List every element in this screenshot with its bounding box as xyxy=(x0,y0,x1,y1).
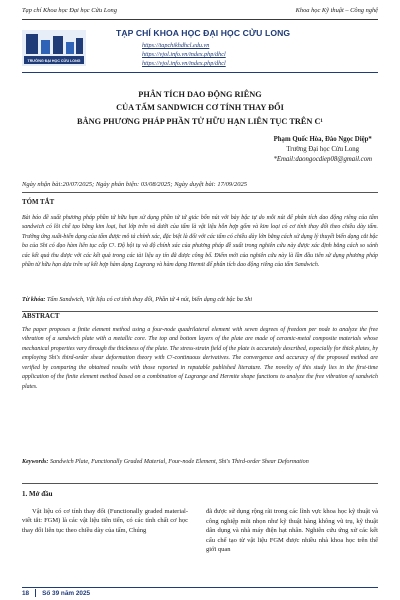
body-paragraph-right: đã được sử dụng rộng rãi trong các lĩnh vực khoa học kỹ thuật và công nghiệp mũi nhọn như kỹ thuật hàng không vũ trụ, kỹ thuật dân dụng và nhà máy điện hạt nhân. Nghiên cứu ứng xử các kết cấu chế tạo từ vật liệu FGM được nhiều nhà khoa học trên thế giới quan xyxy=(206,508,378,554)
author-email: *Email:daongocdiep08@gmail.com xyxy=(273,156,372,163)
running-head-section: Khoa học Kỹ thuật – Công nghệ xyxy=(295,7,378,14)
vjol-link[interactable]: https://vjol.info.vn/index.php/dhcl xyxy=(142,51,226,58)
abstract-vn-heading: TÓM TẮT xyxy=(22,199,55,206)
page-footer xyxy=(22,589,90,597)
dates-divider xyxy=(22,192,378,193)
body-column-left xyxy=(22,490,188,535)
abstract-en-text: The paper proposes a finite element method using a four-node quadrilateral element with seven degrees of freedom per node to analyze the free vibration of a sandwich plate with a metallic core. The top and bottom layers of the plate are made of ceramic-metal composite materials whose mechanical properties vary through the thickness of the plate. The stress-strain field of the plate is accurately described, especially for thick plates, by employing Shi's third-order shear deformation theory with C¹-continuous derivatives. The convergence and accuracy of the proposed method are verified by comparing the obtained results with those reported in reputable published literature. The novelty of this study lies in the first-time application of the finite element method based on a combination of Lagrange and Hermite shape functions to analyze the free vibration of sandwich plates. xyxy=(22,327,378,390)
body-column-right xyxy=(206,507,378,555)
keywords-vn-label: Từ khóa: xyxy=(22,297,46,303)
logo-text: TRƯỜNG ĐẠI HỌC CỬU LONG xyxy=(27,59,81,63)
title-line-2: CỦA TẤM SANDWICH CƠ TÍNH THAY ĐỔI xyxy=(116,103,284,113)
keywords-vn-text: Tấm Sandwich, Vật liệu có cơ tính thay đổi, Phần tử 4 nút, biến dạng cắt bậc ba Shi xyxy=(47,297,253,303)
masthead xyxy=(22,26,378,78)
title-line-3: BẰNG PHƯƠNG PHÁP PHẦN TỬ HỮU HẠN LIÊN TỤC TRÊN C¹ xyxy=(77,116,323,126)
abstract-en-heading: ABSTRACT xyxy=(22,313,60,320)
footer-divider xyxy=(22,587,378,588)
author-affiliation: Trường Đại học Cửu Long xyxy=(286,146,360,153)
footer-separator xyxy=(35,589,36,597)
running-head-divider xyxy=(22,19,378,20)
journal-website-link[interactable]: https://tapchikhdhcl.edu.vn xyxy=(142,42,210,49)
masthead-divider xyxy=(22,72,378,73)
keywords-vn-divider xyxy=(22,311,378,312)
running-head-journal: Tạp chí Khoa học Đại học Cửu Long xyxy=(22,7,117,14)
page-number: 18 xyxy=(22,589,30,597)
article-title xyxy=(22,88,378,128)
abstract-vn-text: Bài báo đề xuất phương pháp phần tử hữu hạn sử dụng phần tử tứ giác bốn nút với bảy bậc tự do mỗi nút để phân tích dao động riêng của tấm sandwich có lõi chế tạo bằng kim loại, hai lớp trên và dưới của tấm là vật liệu hỗn hợp gốm và kim loại có cơ tính thay đổi theo chiều dày tấm. Trường ứng suất-biến dạng của tấm được mô tả chính xác, đặc biệt là đối với các tấm có chiều dày lớn bằng cách sử dụng lý thuyết biến dạng cắt bậc ba của Shi có đạo hàm liên tục cấp C¹. Độ hội tụ và độ chính xác của phương pháp đề xuất trong nghiên cứu này được xác định bằng cách so sánh các kết quả thu được với các kết quả trong các tài liệu uy tín đã được công bố. Điểm mới của nghiên cứu này là lần đầu tiên sử dụng phương pháp phần tử hữu hạn dựa trên sự kết hợp hàm dạng Lagrang và hàm dạng Hermit để phân tích dao động riêng của tấm Sandwich. xyxy=(22,215,378,269)
title-line-1: PHÂN TÍCH DAO ĐỘNG RIÊNG xyxy=(138,90,262,99)
author-names: Phạm Quốc Hòa, Đào Ngọc Diệp* xyxy=(273,136,372,143)
article-dates: Ngày nhận bài:20/07/2025; Ngày phản biện: 03/08/2025; Ngày duyệt bài: 17/09/2025 xyxy=(22,181,247,188)
keywords-en-label: Keywords: xyxy=(22,459,49,465)
keywords-en-text: Sandwich Plate, Functionally Graded Material, Four-node Element, Shi's Third-order Shear Deformation xyxy=(49,459,309,465)
vjol-link-secondary[interactable]: https://vjol.info.vn/index.php/dhcl xyxy=(142,60,226,67)
keywords-vn xyxy=(22,296,378,305)
author-block xyxy=(273,135,372,165)
journal-title: TẠP CHÍ KHOA HỌC ĐẠI HỌC CỬU LONG xyxy=(116,28,291,38)
keywords-en-divider xyxy=(22,483,378,484)
keywords-en xyxy=(22,458,378,467)
body-paragraph-left: Vật liệu có cơ tính thay đổi (Functionally graded material- viết tắt: FGM) là các vật liệu tiên tiến, có các tính chất cơ học thay đổi liên tục theo chiều dày của tấm, Chúng xyxy=(22,507,188,534)
issue-label: Số 39 năm 2025 xyxy=(42,589,91,597)
university-logo xyxy=(22,30,86,66)
section-heading-introduction: 1. Mở đầu xyxy=(22,490,53,498)
